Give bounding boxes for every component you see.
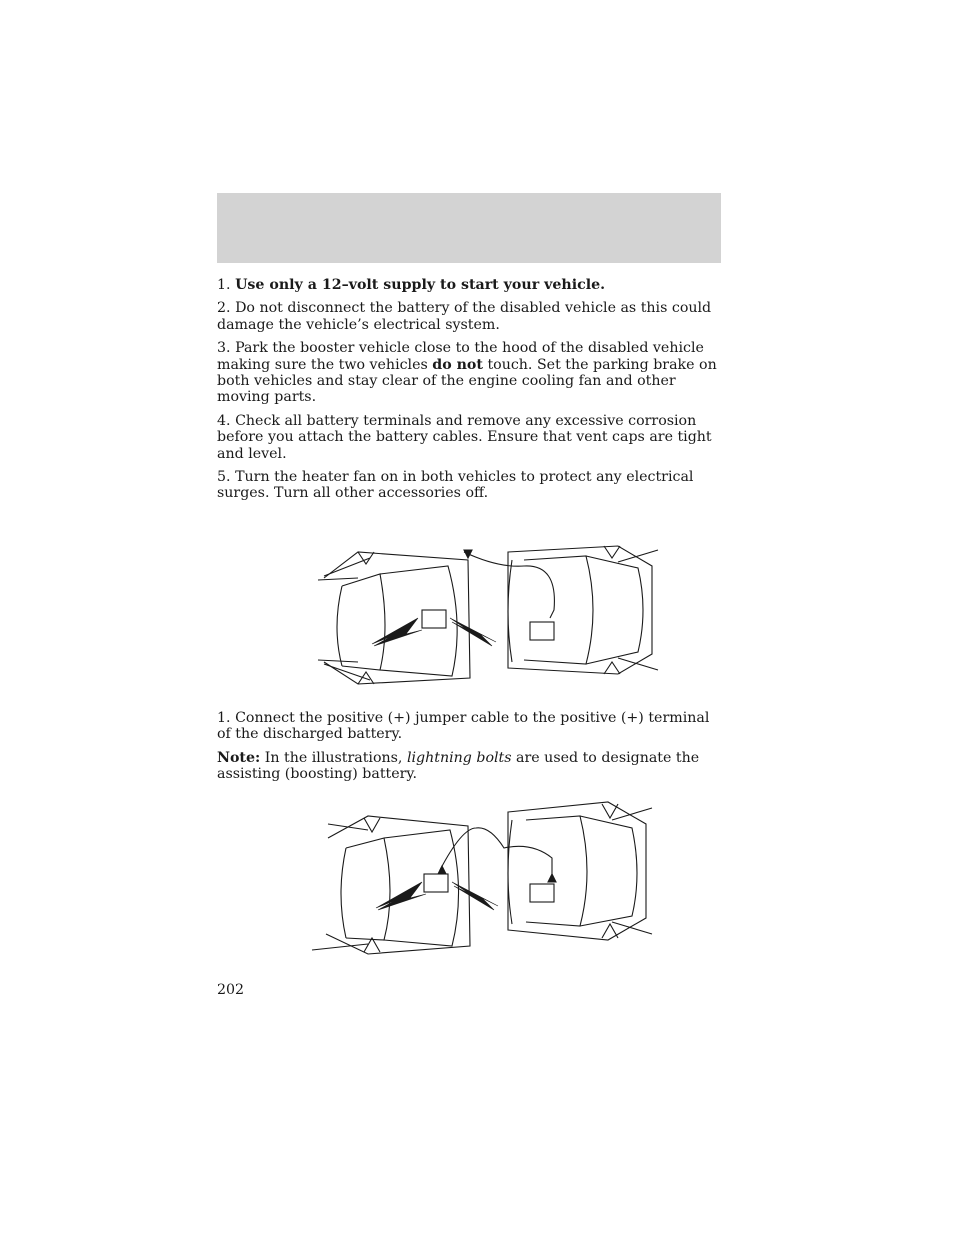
step-number: 4. [217, 412, 231, 429]
instructions-top [217, 277, 722, 509]
note-emphasis: lightning bolts [406, 749, 512, 766]
note-label: Note: [217, 749, 261, 766]
step-3 [217, 340, 722, 406]
booster-vehicle-drawing [508, 546, 658, 674]
jumpstart-illustration-2 [312, 798, 652, 964]
step-number: 1. [217, 710, 231, 726]
booster-battery-icon [530, 884, 554, 902]
cable-clamp-icon [438, 866, 446, 874]
step-5-text: Turn the heater fan on in both vehicles to protect any electrical surges. Turn all other accessories off. [217, 469, 694, 502]
disabled-battery-icon [424, 874, 448, 892]
page-number: 202 [217, 982, 245, 998]
section-header-band [217, 193, 721, 263]
step-3-text-a: Park the booster vehicle close to the hood of the disabled vehicle making sure the two vehicles [217, 340, 704, 373]
step-3-strong: do not [432, 356, 483, 373]
disabled-vehicle-drawing [318, 552, 470, 684]
step-5 [217, 469, 722, 502]
jumpstart-illustration-1 [318, 538, 658, 698]
step-1 [217, 277, 722, 293]
cable-clamp-icon [464, 550, 472, 558]
step-number: 2. [217, 300, 231, 317]
step-2 [217, 300, 722, 333]
booster-battery-icon [530, 622, 554, 640]
connect-step-1 [217, 710, 722, 743]
disabled-battery-icon [422, 610, 446, 628]
lightning-bolt-icon [372, 618, 422, 646]
step-4-text: Check all battery terminals and remove any excessive corrosion before you attach the battery cables. Ensure that vent caps are tight and level. [217, 412, 712, 462]
cable-clamp-icon [548, 874, 556, 882]
step-number: 5. [217, 469, 231, 486]
step-1-strong: Use only a 12–volt supply to start your vehicle. [235, 277, 606, 293]
lightning-bolt-icon [376, 882, 426, 910]
booster-vehicle-drawing [508, 802, 652, 940]
step-4 [217, 413, 722, 462]
illustration-note [217, 750, 722, 783]
note-text-a: In the illustrations, [264, 749, 403, 766]
step-number: 1. [217, 277, 231, 293]
connect-step-1-text: Connect the positive (+) jumper cable to the positive (+) terminal of the discharged battery. [217, 710, 710, 743]
step-3-text-b: touch. Set the parking brake on both vehicles and stay clear of the engine cooling fan and other moving parts. [217, 356, 717, 406]
step-2-text: Do not disconnect the battery of the disabled vehicle as this could damage the vehicle’s electrical system. [217, 300, 712, 333]
jumper-cable [440, 828, 552, 880]
note-text-b: are used to designate the assisting (boosting) battery. [217, 749, 700, 783]
step-number: 3. [217, 340, 231, 357]
instructions-bottom [217, 710, 722, 790]
